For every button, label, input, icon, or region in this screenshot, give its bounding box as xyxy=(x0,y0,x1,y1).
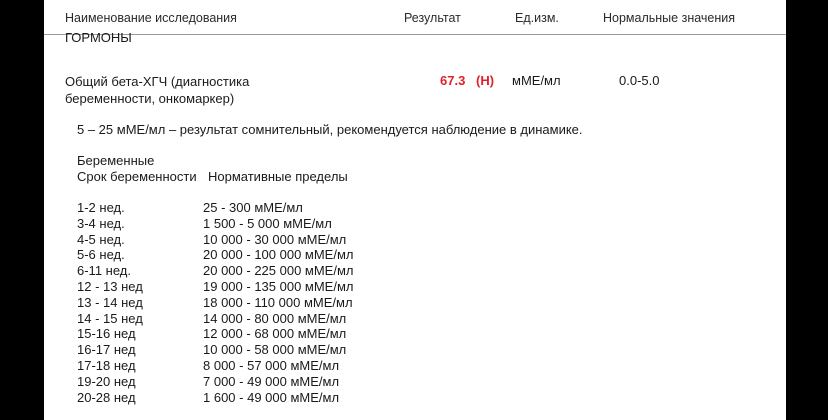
test-value: 67.3 xyxy=(440,73,466,88)
table-row xyxy=(77,216,437,232)
row-term: 14 - 15 нед xyxy=(77,310,143,326)
row-range: 1 500 - 5 000 мМЕ/мл xyxy=(203,215,332,231)
table-row xyxy=(77,200,437,216)
row-range: 1 600 - 49 000 мМЕ/мл xyxy=(203,389,340,405)
table-row xyxy=(77,358,437,374)
row-term: 4-5 нед. xyxy=(77,231,125,247)
row-term: 3-4 нед. xyxy=(77,215,125,231)
table-row xyxy=(77,232,437,248)
table-row xyxy=(77,263,437,279)
test-flag-high: (H) xyxy=(476,73,495,88)
header-norm: Нормальные значения xyxy=(603,11,736,25)
row-term: 15-16 нед xyxy=(77,326,136,342)
row-range: 14 000 - 80 000 мМЕ/мл xyxy=(203,310,347,326)
table-row xyxy=(77,374,437,390)
row-range: 19 000 - 135 000 мМЕ/мл xyxy=(203,278,354,294)
header-unit: Ед.изм. xyxy=(515,11,559,25)
column-term-header: Срок беременности xyxy=(77,169,197,184)
row-term: 5-6 нед. xyxy=(77,247,125,263)
pregnancy-norms-table xyxy=(77,200,437,405)
row-range: 10 000 - 58 000 мМЕ/мл xyxy=(203,342,347,358)
header-result: Результат xyxy=(404,11,461,25)
table-header xyxy=(44,0,786,35)
table-row xyxy=(77,247,437,263)
row-term: 20-28 нед xyxy=(77,389,136,405)
row-term: 19-20 нед xyxy=(77,373,136,389)
test-unit: мМЕ/мл xyxy=(512,73,561,88)
column-range-header: Нормативные пределы xyxy=(208,169,348,184)
table-row xyxy=(77,311,437,327)
table-row xyxy=(77,342,437,358)
row-range: 25 - 300 мМЕ/мл xyxy=(203,200,303,215)
row-term: 12 - 13 нед xyxy=(77,278,143,294)
row-term: 6-11 нед. xyxy=(77,263,131,279)
row-range: 12 000 - 68 000 мМЕ/мл xyxy=(203,326,347,342)
table-row xyxy=(77,279,437,295)
row-range: 20 000 - 100 000 мМЕ/мл xyxy=(203,247,354,263)
test-comment: 5 – 25 мМЕ/мл – результат сомнительный, рекомендуется наблюдение в динамике. xyxy=(77,122,583,137)
row-range: 7 000 - 49 000 мМЕ/мл xyxy=(203,373,340,389)
section-title: ГОРМОНЫ xyxy=(65,30,132,45)
table-row xyxy=(77,326,437,342)
row-range: 18 000 - 110 000 мМЕ/мл xyxy=(203,294,353,310)
row-term: 17-18 нед xyxy=(77,357,136,373)
row-term: 1-2 нед. xyxy=(77,200,125,215)
test-name: Общий бета-ХГЧ (диагностика беременности, онкомаркер) xyxy=(65,74,250,106)
lab-report-page xyxy=(44,0,786,420)
test-reference-range: 0.0-5.0 xyxy=(619,73,660,88)
row-range: 10 000 - 30 000 мМЕ/мл xyxy=(203,231,347,247)
header-name: Наименование исследования xyxy=(65,11,237,25)
row-term: 16-17 нед xyxy=(77,342,136,358)
row-term: 13 - 14 нед xyxy=(77,294,143,310)
table-row xyxy=(77,295,437,311)
row-range: 8 000 - 57 000 мМЕ/мл xyxy=(203,357,340,373)
table-row xyxy=(77,390,437,406)
pregnant-title: Беременные xyxy=(77,153,155,168)
row-range: 20 000 - 225 000 мМЕ/мл xyxy=(203,263,354,279)
